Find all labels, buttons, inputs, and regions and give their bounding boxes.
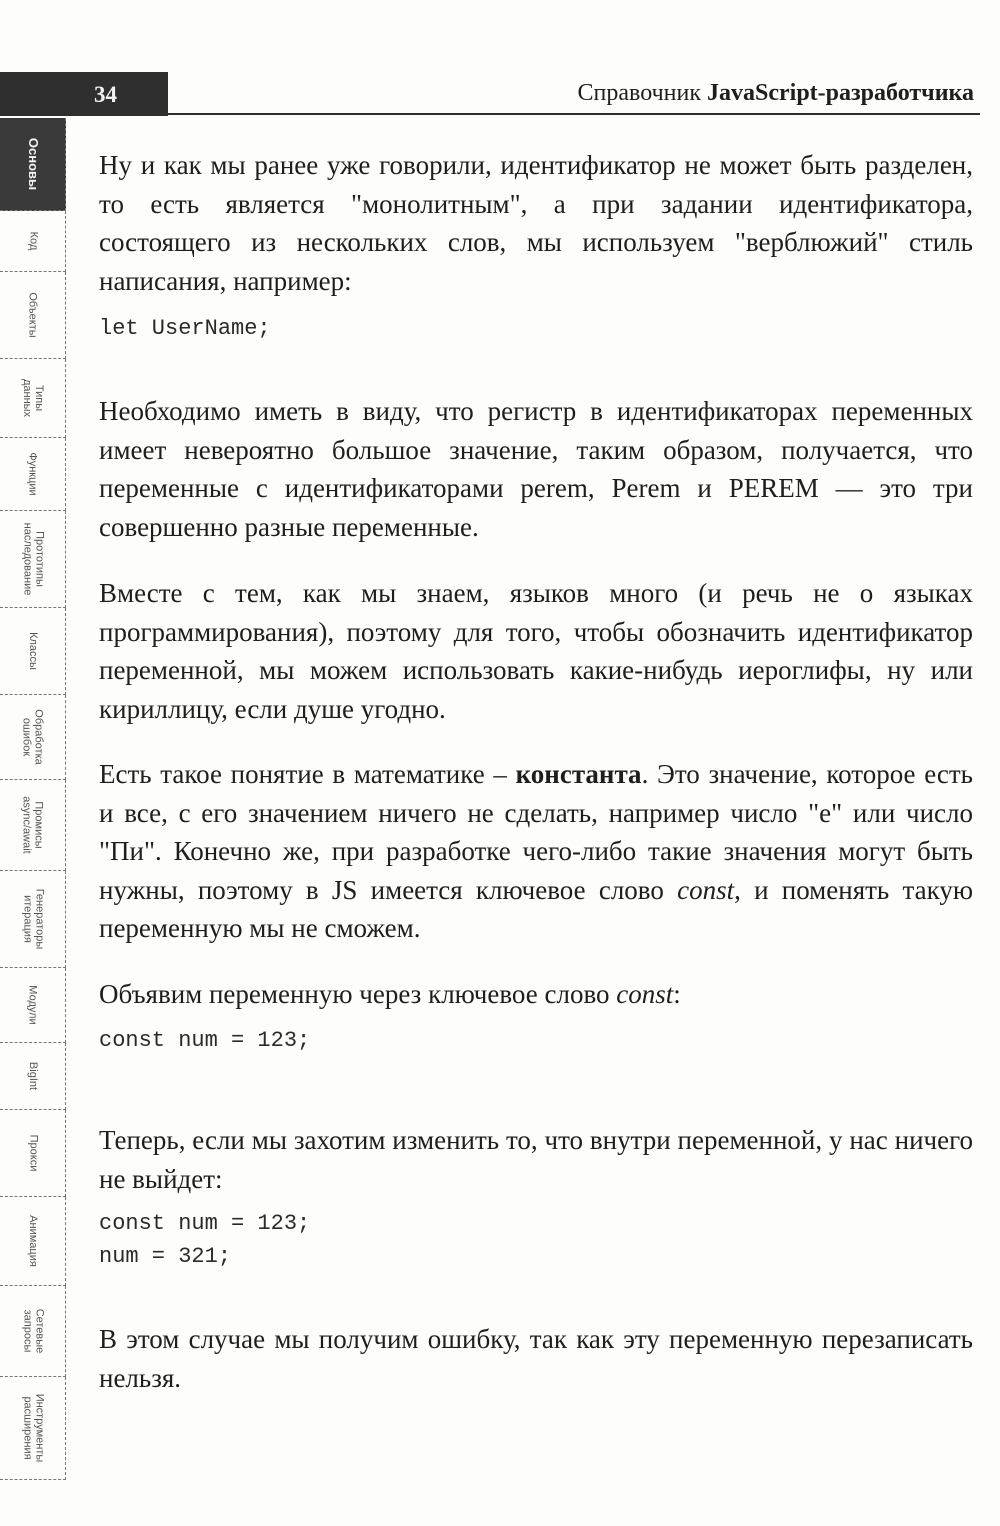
- side-tab: [0, 968, 66, 1043]
- paragraph-6-text: Теперь, если мы захотим изменить то, что внутри переменной, у нас ничего не выйдет:: [99, 1125, 973, 1194]
- header-page-block: [0, 72, 168, 116]
- side-tab: [0, 211, 66, 272]
- side-tab: [0, 1377, 66, 1480]
- side-tab: [0, 780, 66, 871]
- side-tab: [0, 871, 66, 968]
- side-tab: [0, 1110, 66, 1197]
- paragraph-4: [99, 755, 973, 948]
- code-line: const num = 123;: [99, 1028, 311, 1053]
- side-tab: [0, 118, 66, 211]
- side-tab: [0, 272, 66, 359]
- side-tab: [0, 1043, 66, 1110]
- side-tab: [0, 438, 66, 511]
- code-line: num = 321;: [99, 1244, 232, 1269]
- side-tab: [0, 1286, 66, 1377]
- side-tab-label: Обработка ошибок: [20, 709, 45, 765]
- keyword-const: const: [677, 874, 735, 905]
- code-block-2: [99, 1024, 973, 1057]
- page-number: 34: [94, 82, 117, 107]
- p5-part-b: :: [673, 979, 681, 1009]
- side-tab-label: Прототипы наследование: [21, 522, 46, 596]
- side-tab-label: BigInt: [26, 1061, 39, 1091]
- side-tab-label: Прокси: [26, 1134, 39, 1172]
- side-tab-label: Функции: [27, 452, 39, 496]
- code-block-1: [99, 312, 973, 345]
- header-rule: [168, 113, 980, 115]
- paragraph-4-text: [99, 755, 973, 948]
- keyword-const: const: [616, 979, 674, 1009]
- term-constant: константа: [515, 759, 642, 789]
- side-tab-label: Основы: [25, 137, 41, 191]
- side-tab: [0, 608, 66, 695]
- paragraph-5-text: [99, 975, 973, 1014]
- side-index: [0, 118, 70, 1464]
- paragraph-7-text: В этом случае мы получим ошибку, так как эту переменную перезаписать нельзя.: [99, 1324, 973, 1393]
- side-tab-label: Код: [26, 231, 39, 251]
- paragraph-1: [99, 146, 973, 300]
- side-tab-label: Сетевые запросы: [20, 1308, 45, 1354]
- p4-part-b: . Это значение, которое есть и все, с его значением ничего не сделать, например число "е" или число "Пи". Конечно же, при разработке чего-либо такие значения могут быть нужны, поэтому в JS имеется ключевое слово: [99, 759, 973, 905]
- code-block-3: [99, 1207, 973, 1273]
- paragraph-3-text: Вместе с тем, как мы знаем, языков много (и речь не о языках программирования), поэтому для того, чтобы обозначить идентификатор переменной, мы можем использовать какие-нибудь иероглифы, ну или кириллицу, если душе угодно.: [99, 578, 973, 724]
- paragraph-1-text: Ну и как мы ранее уже говорили, идентификатор не может быть разделен, то есть является "монолитным", а при задании идентификатора, состоящего из нескольких слов, мы используем "верблюжий" стиль написания, например:: [99, 150, 973, 296]
- code-line: let UserName;: [99, 316, 271, 341]
- side-tab-label: Модули: [27, 985, 39, 1025]
- side-tab: [0, 359, 66, 438]
- side-tab: [0, 511, 66, 608]
- side-tab-label: Генераторы итерация: [21, 888, 45, 950]
- p4-part-c: , и поменять такую переменную мы не сможем.: [99, 874, 973, 943]
- code-line: const num = 123;: [99, 1211, 311, 1236]
- paragraph-3: [99, 574, 973, 728]
- side-tab-label: Классы: [26, 632, 39, 670]
- side-tab-label: Объекты: [27, 292, 39, 338]
- side-tab: [0, 695, 66, 780]
- side-tab-label: Анимация: [26, 1215, 39, 1267]
- running-title-prefix: Справочник: [577, 80, 708, 106]
- paragraph-7: [99, 1320, 973, 1397]
- side-tab-label: Типы данных: [21, 378, 45, 418]
- p5-part-a: Объявим переменную через ключевое слово: [99, 979, 617, 1009]
- side-tab-label: Промисы async/await: [20, 796, 45, 854]
- side-tab-label: Инструменты расширения: [21, 1393, 45, 1463]
- side-tab: [0, 1197, 66, 1286]
- running-title-bold: JavaScript-разработчика: [707, 80, 974, 106]
- paragraph-2: [99, 392, 973, 546]
- running-title: [578, 80, 974, 107]
- paragraph-6: [99, 1121, 973, 1198]
- paragraph-2-text: Необходимо иметь в виду, что регистр в идентификаторах переменных имеет невероятно большое значение, таким образом, получается, что переменные с идентификаторами perem, Perem и PEREM — это три совершенно разные переменные.: [99, 396, 973, 542]
- p4-part-a: Есть такое понятие в математике –: [99, 759, 516, 789]
- paragraph-5: [99, 975, 973, 1014]
